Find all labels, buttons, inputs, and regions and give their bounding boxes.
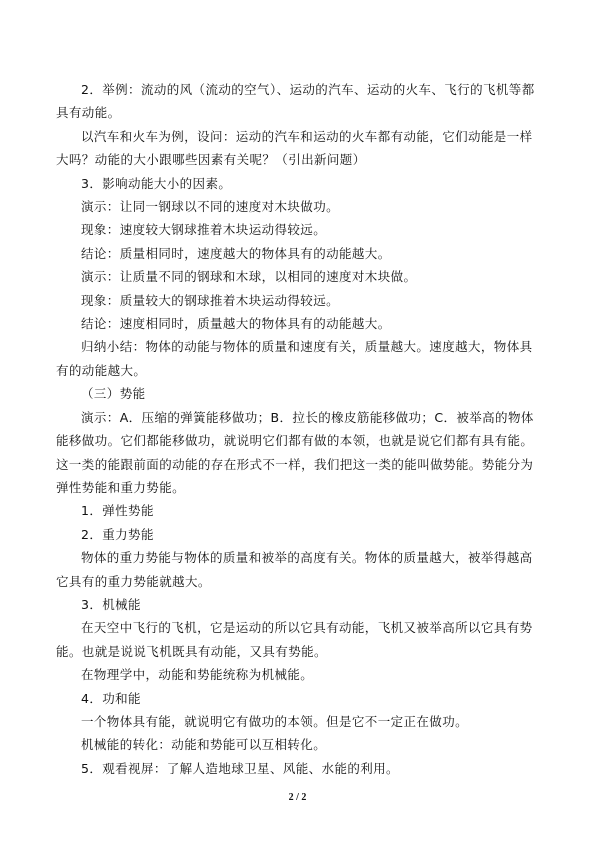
paragraph-demo-2: 演示：让质量不同的钢球和木球，以相同的速度对木块做。 bbox=[81, 269, 417, 285]
section-heading-potential-energy: （三）势能 bbox=[81, 386, 146, 402]
paragraph-mechanical-definition: 在物理学中，动能和势能统称为机械能。 bbox=[81, 667, 314, 683]
paragraph-gravitational-explanation: 物体的重力势能与物体的质量和被举的高度有关。物体的质量越大，被举得越高它具有的重力势能就越大。 bbox=[56, 550, 533, 589]
heading-mechanical-energy: 3．机械能 bbox=[81, 596, 141, 612]
paragraph-examples: 2．举例：流动的风（流动的空气）、运动的汽车、运动的火车、飞行的飞机等都具有动能。 bbox=[56, 82, 535, 121]
paragraph-energy-conversion: 机械能的转化：动能和势能可以互相转化。 bbox=[81, 737, 327, 753]
document-body bbox=[56, 78, 542, 780]
paragraph-phenomenon-2: 现象：质量较大的钢球推着木块运动得较远。 bbox=[81, 292, 340, 308]
paragraph-demo-1: 演示：让同一钢球以不同的速度对木块做功。 bbox=[81, 199, 340, 215]
paragraph-demo-potential: 演示：A．压缩的弹簧能移做功；B．拉长的橡皮筋能移做功；C．被举高的物体能移做功。它们都能移做功，就说明它们都有做的本领，也就是说它们都有具有能。这一类的能跟前面的动能的存在形式不一样，我们把这一类的能叫做势能。势能分为弹性势能和重力势能。 bbox=[56, 409, 534, 495]
paragraph-phenomenon-1: 现象：速度较大钢球推着木块运动得较远。 bbox=[81, 222, 327, 238]
paragraph-summary: 归纳小结：物体的动能与物体的质量和速度有关，质量越大。速度越大，物体具有的动能越大。 bbox=[56, 339, 533, 378]
paragraph-conclusion-2: 结论：速度相同时，质量越大的物体具有的动能越大。 bbox=[81, 316, 391, 332]
heading-elastic-potential: 1．弹性势能 bbox=[81, 503, 154, 519]
heading-work-and-energy: 4．功和能 bbox=[81, 690, 141, 706]
heading-gravitational-potential: 2．重力势能 bbox=[81, 526, 154, 542]
section-heading-factors: 3．影响动能大小的因素。 bbox=[81, 175, 232, 191]
paragraph-conclusion-1: 结论：质量相同时，速度越大的物体具有的动能越大。 bbox=[81, 245, 391, 261]
paragraph-airplane: 在天空中飞行的飞机，它是运动的所以它具有动能，飞机又被举高所以它具有势能。也就是说说飞机既具有动能，又具有势能。 bbox=[56, 620, 533, 659]
paragraph-work-ability: 一个物体具有能，就说明它有做功的本领。但是它不一定正在做功。 bbox=[81, 713, 469, 729]
page-number: 2 / 2 bbox=[288, 792, 307, 803]
paragraph-video: 5．观看视屏：了解人造地球卫星、风能、水能的利用。 bbox=[81, 760, 399, 776]
paragraph-question: 以汽车和火车为例，设问：运动的汽车和运动的火车都有动能，它们动能是一样大吗？动能的大小跟哪些因素有关呢？（引出新问题） bbox=[56, 128, 533, 168]
